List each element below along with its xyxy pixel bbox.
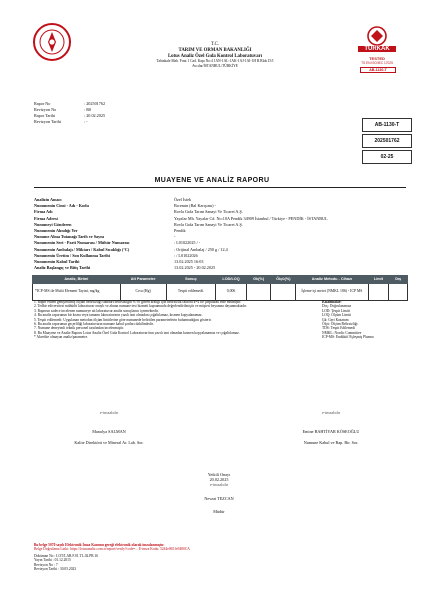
- tc-label: T.C.: [210, 42, 220, 47]
- field-row: [34, 265, 406, 271]
- field-label: Firma Adı: [34, 209, 53, 215]
- doc-number: Doküman No : LOT/LAB.F.01.TL.02.PR.16: [34, 553, 99, 558]
- accreditation-code: AB-1130-T: [362, 118, 412, 132]
- note-item: 1. Rapor edilen genişletilmiş ölçüm belirsizliği standart belirsizliğin % 95 güven aralığı için belirsizlik faktörü k=2 ile çarpılarak elde edilmiştir.: [34, 300, 242, 304]
- col-header: Ölçü(%): [271, 276, 296, 284]
- turkak-standard: TS EN ISO/IEC 17025: [361, 61, 393, 65]
- abbr-item: LOD: Tespit Limiti: [322, 308, 350, 313]
- report-notes: [34, 300, 314, 340]
- turkak-accreditation-badge: [358, 24, 396, 120]
- signer-name: Nevzat TEZCAN: [204, 495, 234, 501]
- report-number: 202501762: [362, 134, 412, 148]
- signer-role: Numune Kabul ve Rap. Bir. Sor.: [303, 440, 359, 446]
- field-value: -: [174, 234, 176, 240]
- results-table: [32, 275, 408, 301]
- revision-number: Revizyon No : 7: [34, 562, 58, 567]
- field-label: Analiz Başlangıç ve Bitiş Tarihi: [34, 265, 91, 271]
- meta-label: Rapor No: [34, 101, 51, 106]
- abbr-item: ICP-MS: Endüktif Eşleşmiş Plazma: [322, 335, 374, 340]
- note-item: 7. Numune deneyimli teknik personel tarafından incelenmiştir.: [34, 326, 125, 331]
- cell-lod: 0,006: [216, 283, 247, 300]
- meta-label: Revizyon No: [34, 107, 57, 112]
- turkak-tested: TESTED: [369, 56, 385, 61]
- note-item: 3. Raporun sadece incelenen numuneye ait laboratuvar analiz sonuçlarını içermektedir.: [34, 308, 159, 313]
- abbr-item: NMKL: Nordic Committee: [322, 330, 362, 335]
- table-row: [33, 283, 408, 300]
- cell-method: İşleme içi metot (NMKL 186) - ICP MS: [296, 283, 368, 300]
- field-label: Numunenin Üretim / Son Kullanma Tarihi: [34, 252, 110, 258]
- e-signature-warning: Bu belge 5070 sayılı Elektronik İmza Kanunu gereği elektronik olarak imzalanmıştır.: [34, 543, 165, 547]
- meta-value: : R0: [84, 107, 92, 112]
- col-header: Analiz Metodu - Cihazı: [296, 276, 368, 284]
- meta-row: [34, 119, 105, 125]
- e-signed-tag: e-imzalıdır: [209, 482, 229, 488]
- approval-label: Yetkili Onayı: [207, 472, 231, 477]
- signer-name: Emine BAHTİYAR KÖSEOĞLU: [302, 429, 360, 435]
- col-header: Gk(%): [246, 276, 271, 284]
- meta-label: Revizyon Tarihi: [34, 119, 61, 124]
- abbr-item: LOQ: Ölçüm Limiti: [322, 313, 351, 318]
- organization-header: [110, 42, 320, 68]
- sample-fields: [34, 197, 406, 271]
- signature-left: [34, 410, 184, 446]
- page-title: MUAYENE VE ANALİZ RAPORU: [154, 177, 270, 184]
- signer-role: Kalite Direktörü ve Mineral Ar. Lab. Sor.: [74, 440, 144, 446]
- signer-role: Müdür: [213, 508, 225, 514]
- field-label: Numunenin Seri - Parti Numarası / Mühür Numarası: [34, 240, 130, 246]
- abbr-item: Gk: Geri Kazanım: [322, 317, 349, 322]
- abbreviations: [322, 300, 412, 340]
- turkak-code: AB-1130-T: [360, 67, 396, 73]
- publish-date: Yayın Tarihi : 01.12.2015: [34, 558, 71, 563]
- signature-right: [256, 410, 406, 446]
- cell-analysis: *ICP-MS ile Multi Element Tayini, mg/kg: [33, 283, 121, 300]
- field-label: Analizin Amacı: [34, 197, 62, 202]
- report-meta: [34, 101, 105, 125]
- field-label: Numuneyi Gönderen: [34, 221, 72, 227]
- note-item: * Akredite olmayan analiz/parametre.: [34, 335, 89, 340]
- cell-result: Tespit edilemedi.: [166, 283, 216, 300]
- field-value: : / L01022026: [174, 252, 198, 258]
- lab-address: Tahtakale Mah. Fırat 1 Cad. Kapı No:4 1AN-1AL-1AK-1AJ-1AI-1H B.Blok D:5: [156, 59, 274, 64]
- verify-link[interactable]: Belge Doğrulama Linki: https://lotusanaliz.com.tr/report/verify?code=... E-imza Kodu: 5244e0651e9480CA: [34, 547, 190, 552]
- cell-dis: [389, 283, 408, 300]
- field-label: Numune Alma Tutanağı Tarih ve Sayısı: [34, 234, 105, 240]
- field-value: Özel İstek: [174, 197, 192, 202]
- abbr-item: TDS: Tespit Edilemedi: [322, 326, 356, 331]
- field-value: : Orijinal Ambalaj / 250 g / 12,4: [174, 246, 228, 252]
- e-signed-tag: e-imzalıdır: [321, 410, 341, 415]
- approval-date: 20.02.2025: [209, 477, 229, 483]
- cell-gk: [246, 283, 271, 300]
- report-period: 02-25: [362, 150, 412, 164]
- col-header: Limit: [368, 276, 389, 284]
- field-label: Numunenin Cinsi - Adı - Kodu: [34, 203, 89, 209]
- field-label: Numunenin Kabul Tarihi: [34, 258, 80, 264]
- signer-name: Manolya SALMAN: [92, 429, 126, 435]
- col-header: Analiz, Birimi: [33, 276, 121, 284]
- cell-parameter: Cıva (Hg): [120, 283, 166, 300]
- field-value: 13.02.2025 - 20.02.2025: [174, 265, 216, 271]
- ministry-name: TARIM VE ORMAN BAKANLIĞI: [178, 47, 252, 53]
- field-label: Numunenin Ambalajı / Miktarı / Kabul Sıcaklığı (°C): [34, 246, 130, 252]
- abbr-item: Ölçü: Ölçüm Belirsizliği: [322, 322, 358, 327]
- field-value: Yayalar Mh. Yayalar Cd. No:10A Pendik 34909 İstanbul / Türkiye - PENDİK - İSTANBUL: [174, 215, 328, 221]
- lab-address-city: Avcılar/İSTANBUL/TÜRKİYE: [192, 63, 238, 68]
- note-item: 8. Bu Muayene ve Analiz Raporu Lotus Analiz Özel Gıda Kontrol Laboratuvarı'nın yazılı izni olmadan kısmen kopyalanamaz ve çoğaltılamaz.: [34, 330, 240, 335]
- abbr-item: Doç: Doğrulanamaz: [322, 304, 352, 309]
- report-code-box: [362, 118, 412, 166]
- field-value: Rovla Gıda Tarım Sanayi Ve Ticaret A.Ş.: [174, 221, 243, 227]
- meta-value: : 20.02.2025: [84, 113, 106, 118]
- field-value: : L01022025 / -: [174, 240, 201, 246]
- ministry-logo-icon: [32, 22, 72, 62]
- signature-block: [34, 410, 406, 540]
- signature-center: [144, 472, 294, 514]
- cell-limit: [368, 283, 389, 300]
- divider: [34, 187, 406, 188]
- col-header: Sonuç: [166, 276, 216, 284]
- revision-date: Revizyon Tarihi : 30.05.2023: [34, 567, 77, 572]
- turkak-brand: TÜRKAK: [358, 46, 396, 52]
- note-item: 2. Tedbir ediversitesi mühürlü laboratuvar onaylı ve alınan numune test hizmeti kapsamında değerlendirilmiştir ve müşteri beyanına dayanmaktadır.: [34, 304, 247, 309]
- field-value: Pendik: [174, 227, 186, 233]
- lab-name: Lotus Analiz Özel Gıda Kontrol Laboratuvarı: [167, 53, 263, 59]
- e-signed-tag: e-imzalıdır: [99, 410, 119, 415]
- meta-value: : -: [84, 119, 88, 124]
- field-value: Bıcemin (Bal Karışımı) -: [174, 203, 216, 209]
- col-header: Dış: [389, 276, 408, 284]
- field-label: Firma Adresi: [34, 215, 58, 221]
- abbr-title: Kısaltmalar:: [322, 300, 342, 304]
- table-header-row: [33, 276, 408, 284]
- field-value: Rovla Gıda Tarım Sanayi Ve Ticaret A.Ş.: [174, 209, 243, 215]
- meta-label: Rapor Tarihi: [34, 113, 56, 118]
- col-header: LOD/LOQ: [216, 276, 247, 284]
- note-item: 6. Bu analiz raporunun geçerliliği laboratuvarın numune kabul şartları dahilindedir.: [34, 322, 154, 327]
- meta-value: : 202501762: [84, 101, 106, 106]
- field-label: Numunenin Alındığı Yer: [34, 227, 78, 233]
- col-header: Alt Parametre: [120, 276, 166, 284]
- field-value: 13.02.2025 16:03: [174, 258, 204, 264]
- document-footer: [34, 543, 406, 571]
- note-item: 4. Bu analiz raporunun bir kısmı veya tamamı laboratuvarın yazılı izni olmadan çoğaltılamaz, kısmen kopyalanamaz.: [34, 313, 203, 318]
- cell-olcu: [271, 283, 296, 300]
- note-item: 5. Tespit edilemedi: Uygulanan metodun ölçüm limitlerine göre numunede belirtilen parametrelerin bulunmadığını gösterir.: [34, 317, 212, 322]
